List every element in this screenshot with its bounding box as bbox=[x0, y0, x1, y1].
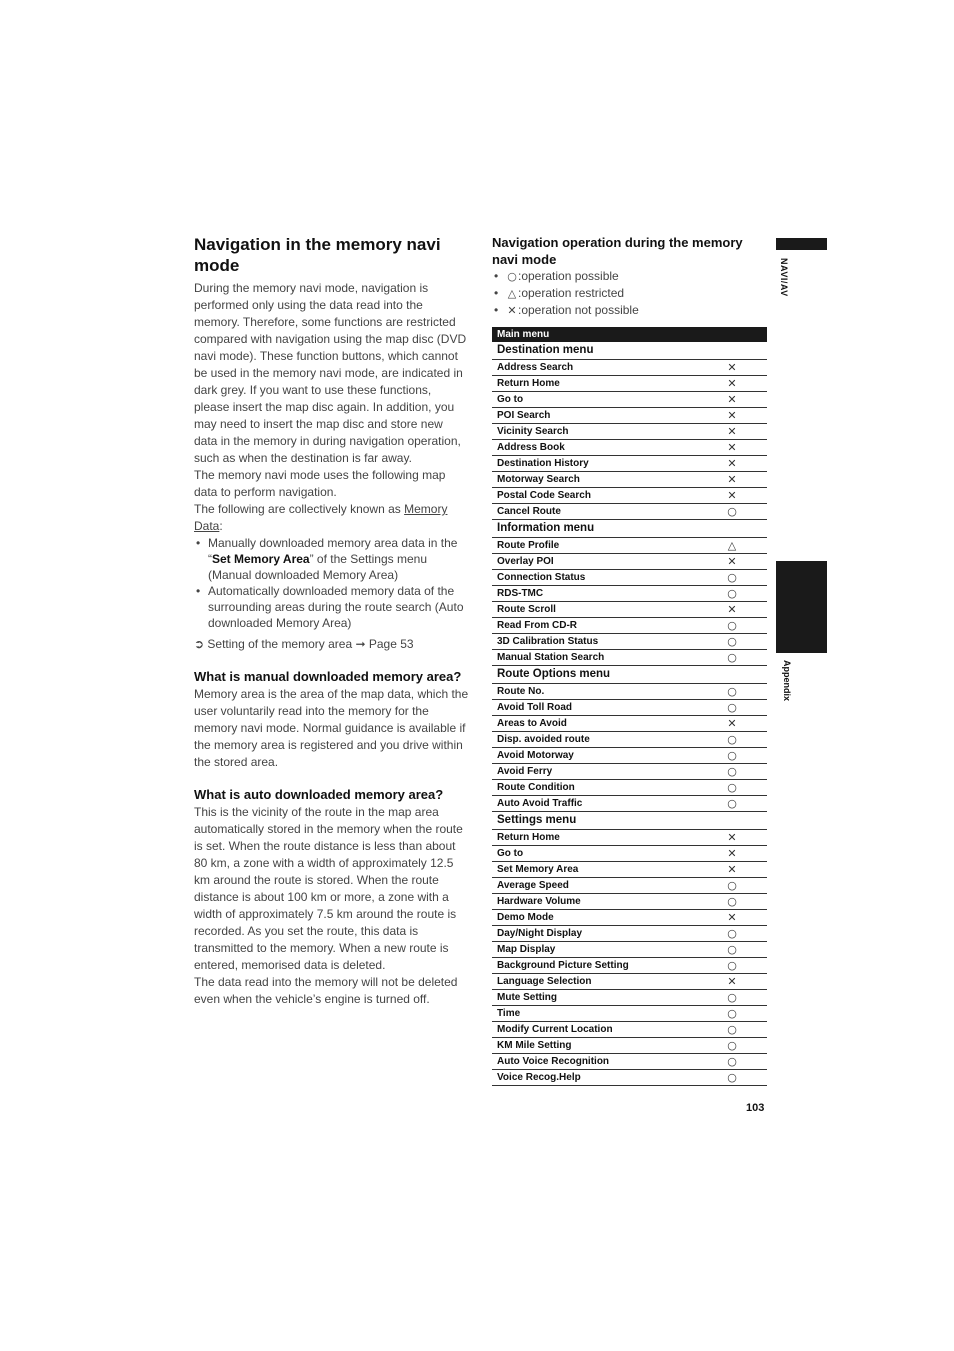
function-name: Day/Night Display bbox=[497, 928, 583, 939]
appendix-label: Appendix bbox=[782, 660, 792, 702]
navi-av-tab-bar bbox=[776, 238, 827, 250]
manual-heading: What is manual downloaded memory area? bbox=[194, 669, 462, 684]
function-name: Route No. bbox=[497, 686, 545, 697]
operation-status-icon: ○ bbox=[727, 765, 737, 778]
table-row bbox=[492, 472, 767, 488]
operation-status-icon: ○ bbox=[727, 651, 737, 664]
table-row bbox=[492, 958, 767, 974]
function-name: Avoid Motorway bbox=[497, 750, 574, 761]
cross-reference: ➲ Setting of the memory area ➞ Page 53 bbox=[194, 637, 414, 651]
function-name: Vicinity Search bbox=[497, 426, 569, 437]
function-name: Mute Setting bbox=[497, 992, 557, 1003]
operation-status-icon: ○ bbox=[727, 1071, 737, 1084]
table-row bbox=[492, 732, 767, 748]
p3-prefix: The following are collectively known as bbox=[194, 502, 405, 516]
auto-paragraph-2: The data read into the memory will not be deleted even when the vehicle’s engine is turned off. bbox=[194, 975, 458, 1006]
memory-data-list bbox=[194, 535, 469, 631]
function-name: Address Book bbox=[497, 442, 565, 453]
function-name: Route Profile bbox=[497, 540, 560, 551]
table-row bbox=[492, 1006, 767, 1022]
legend-not-possible bbox=[492, 302, 767, 319]
operation-status-icon: ○ bbox=[727, 959, 737, 972]
paragraph-3 bbox=[194, 501, 469, 535]
table-row bbox=[492, 456, 767, 472]
table-row bbox=[492, 1070, 767, 1086]
navi-av-label: NAVI/AV bbox=[779, 258, 789, 297]
bullet1-pre: Manually downloaded memory area data in the “ bbox=[208, 536, 458, 566]
function-name: Hardware Volume bbox=[497, 896, 581, 907]
function-name: Return Home bbox=[497, 832, 560, 843]
table-row bbox=[492, 862, 767, 878]
operation-status-icon: ○ bbox=[727, 505, 737, 518]
function-name: POI Search bbox=[497, 410, 551, 421]
table-row bbox=[492, 554, 767, 570]
operation-status-icon: ○ bbox=[727, 685, 737, 698]
table-row bbox=[492, 926, 767, 942]
operation-status-icon: ○ bbox=[727, 1007, 737, 1020]
intro-paragraph: During the memory navi mode, navigation is performed only using the data read into the memory. Therefore, some functions are restricted compared with navigation using the map disc (DVD navi mode). These function buttons, which cannot be used in the memory navi mode, are indicated in dark grey. If you want to use these functions, please insert the map disc again. In addition, you may need to insert the map disc and store new data in the memory in during navigation operation, such as when the destination is far away. bbox=[194, 281, 467, 465]
operation-status-icon: ○ bbox=[727, 571, 737, 584]
paragraph-2: The memory navi mode uses the following map data to perform navigation. bbox=[194, 468, 446, 499]
table-section-title: Route Options menu bbox=[492, 666, 767, 684]
table-row bbox=[492, 570, 767, 586]
operation-status-icon: ○ bbox=[727, 1055, 737, 1068]
function-name: Address Search bbox=[497, 362, 574, 373]
operation-status-icon: ✕ bbox=[727, 409, 737, 422]
function-name: Manual Station Search bbox=[497, 652, 605, 663]
operation-status-icon: ✕ bbox=[727, 457, 737, 470]
table-row bbox=[492, 780, 767, 796]
legend-restricted bbox=[492, 285, 767, 302]
table-row bbox=[492, 602, 767, 618]
function-name: Set Memory Area bbox=[497, 864, 579, 875]
function-name: Avoid Ferry bbox=[497, 766, 553, 777]
table-row bbox=[492, 650, 767, 666]
operation-status-icon: ✕ bbox=[727, 911, 737, 924]
table-row bbox=[492, 440, 767, 456]
function-name: Auto Avoid Traffic bbox=[497, 798, 583, 809]
legend-list bbox=[492, 268, 767, 319]
operation-status-icon: ○ bbox=[727, 927, 737, 940]
operation-status-icon: ○ bbox=[727, 943, 737, 956]
operation-status-icon: ○ bbox=[727, 701, 737, 714]
table-row bbox=[492, 700, 767, 716]
function-name: Postal Code Search bbox=[497, 490, 591, 501]
main-menu-header: Main menu bbox=[492, 327, 767, 342]
appendix-tab-block bbox=[776, 561, 827, 653]
circle-icon: ○ bbox=[507, 270, 517, 283]
table-row bbox=[492, 360, 767, 376]
operation-status-icon: ✕ bbox=[727, 361, 737, 374]
left-column bbox=[194, 234, 469, 1008]
operation-status-icon: ○ bbox=[727, 879, 737, 892]
function-name: Go to bbox=[497, 848, 524, 859]
table-row bbox=[492, 504, 767, 520]
table-row bbox=[492, 796, 767, 812]
function-name: Language Selection bbox=[497, 976, 592, 987]
function-name: Auto Voice Recognition bbox=[497, 1056, 610, 1067]
table-row bbox=[492, 830, 767, 846]
operation-status-icon: ○ bbox=[727, 895, 737, 908]
function-name: Avoid Toll Road bbox=[497, 702, 572, 713]
operation-status-icon: ○ bbox=[727, 635, 737, 648]
table-row bbox=[492, 586, 767, 602]
operation-status-icon: ○ bbox=[727, 733, 737, 746]
function-name: Time bbox=[497, 1008, 521, 1019]
operation-status-icon: △ bbox=[727, 539, 737, 552]
operation-status-icon: ✕ bbox=[727, 393, 737, 406]
table-row bbox=[492, 376, 767, 392]
legend-possible bbox=[492, 268, 767, 285]
table-row bbox=[492, 1038, 767, 1054]
auto-paragraph: This is the vicinity of the route in the map area automatically stored in the memory when the route is set. When the route distance is less than about 80 km, a zone with a width of approximately 12.5 km around the route is stored. When the route distance is about 100 km or more, a zone with a width of approximately 7.5 km around the route is recorded. As you set the route, this data is transmitted to the memory. When a new route is entered, memorised data is deleted. bbox=[194, 805, 463, 972]
table-row bbox=[492, 748, 767, 764]
list-item: • Automatically downloaded memory data of the surrounding areas during the route search (Auto downloaded Memory Area) bbox=[194, 583, 469, 631]
function-name: Overlay POI bbox=[497, 556, 554, 567]
table-row bbox=[492, 910, 767, 926]
operation-status-icon: ○ bbox=[727, 1039, 737, 1052]
section-title: Navigation in the memory navi mode bbox=[194, 235, 441, 275]
operation-title: Navigation operation during the memory navi mode bbox=[492, 235, 743, 267]
operation-status-icon: ○ bbox=[727, 749, 737, 762]
operation-status-icon: ✕ bbox=[727, 717, 737, 730]
table-row bbox=[492, 716, 767, 732]
list-item bbox=[194, 535, 469, 583]
table-row bbox=[492, 408, 767, 424]
function-name: Demo Mode bbox=[497, 912, 554, 923]
function-name: Destination History bbox=[497, 458, 589, 469]
table-row bbox=[492, 424, 767, 440]
function-name: Background Picture Setting bbox=[497, 960, 629, 971]
table-row bbox=[492, 942, 767, 958]
table-row bbox=[492, 684, 767, 700]
bullet1-bold: Set Memory Area bbox=[212, 552, 310, 566]
operation-status-icon: ✕ bbox=[727, 377, 737, 390]
page-number: 103 bbox=[746, 1102, 765, 1114]
operation-status-icon: ○ bbox=[727, 587, 737, 600]
function-name: Go to bbox=[497, 394, 524, 405]
table-section-title: Information menu bbox=[492, 520, 767, 538]
operation-status-icon: ✕ bbox=[727, 489, 737, 502]
table-row bbox=[492, 1022, 767, 1038]
table-row bbox=[492, 878, 767, 894]
function-name: Average Speed bbox=[497, 880, 569, 891]
operation-status-icon: ○ bbox=[727, 1023, 737, 1036]
operation-status-icon: ○ bbox=[727, 797, 737, 810]
function-name: Route Scroll bbox=[497, 604, 556, 615]
legend-text: :operation possible bbox=[518, 269, 619, 283]
operation-status-icon: ✕ bbox=[727, 603, 737, 616]
auto-heading: What is auto downloaded memory area? bbox=[194, 787, 444, 802]
operation-status-icon: ✕ bbox=[727, 863, 737, 876]
table-row bbox=[492, 488, 767, 504]
table-row bbox=[492, 538, 767, 554]
operation-status-icon: ✕ bbox=[727, 425, 737, 438]
legend-text: :operation not possible bbox=[518, 303, 639, 317]
table-row bbox=[492, 974, 767, 990]
operation-status-icon: ○ bbox=[727, 781, 737, 794]
function-name: Disp. avoided route bbox=[497, 734, 590, 745]
memory-data-term: Memory Data bbox=[194, 502, 448, 533]
function-name: Modify Current Location bbox=[497, 1024, 613, 1035]
function-name: Map Display bbox=[497, 944, 556, 955]
manual-paragraph: Memory area is the area of the map data, which the user voluntarily read into the memory for the memory navi mode. Normal guidance is available if the memory area is registered and you drive within the stored area. bbox=[194, 687, 469, 769]
table-row bbox=[492, 618, 767, 634]
function-name: RDS-TMC bbox=[497, 588, 544, 599]
operation-status-icon: ✕ bbox=[727, 555, 737, 568]
triangle-icon: △ bbox=[507, 287, 517, 300]
legend-text: :operation restricted bbox=[518, 286, 625, 300]
operation-table bbox=[492, 327, 767, 1086]
operation-status-icon: ✕ bbox=[727, 847, 737, 860]
function-name: Route Condition bbox=[497, 782, 575, 793]
table-row bbox=[492, 764, 767, 780]
table-row bbox=[492, 392, 767, 408]
function-name: Read From CD-R bbox=[497, 620, 578, 631]
right-column-header bbox=[492, 234, 767, 319]
function-name: Motorway Search bbox=[497, 474, 580, 485]
table-section-title: Destination menu bbox=[492, 342, 767, 360]
bullet1-post: ” of the Settings menu (Manual downloaded Memory Area) bbox=[208, 552, 427, 582]
operation-status-icon: ✕ bbox=[727, 473, 737, 486]
function-name: Cancel Route bbox=[497, 506, 561, 517]
operation-status-icon: ○ bbox=[727, 991, 737, 1004]
function-name: KM Mile Setting bbox=[497, 1040, 572, 1051]
table-row bbox=[492, 1054, 767, 1070]
table-row bbox=[492, 894, 767, 910]
table-row bbox=[492, 990, 767, 1006]
function-name: Areas to Avoid bbox=[497, 718, 567, 729]
function-name: Connection Status bbox=[497, 572, 586, 583]
operation-status-icon: ✕ bbox=[727, 975, 737, 988]
table-row bbox=[492, 846, 767, 862]
operation-status-icon: ✕ bbox=[727, 831, 737, 844]
function-name: Return Home bbox=[497, 378, 560, 389]
table-row bbox=[492, 634, 767, 650]
operation-status-icon: ○ bbox=[727, 619, 737, 632]
operation-status-icon: ✕ bbox=[727, 441, 737, 454]
p3-suffix: : bbox=[219, 519, 223, 533]
function-name: 3D Calibration Status bbox=[497, 636, 599, 647]
function-name: Voice Recog.Help bbox=[497, 1072, 581, 1083]
table-section-title: Settings menu bbox=[492, 812, 767, 830]
cross-icon: ✕ bbox=[507, 304, 517, 317]
